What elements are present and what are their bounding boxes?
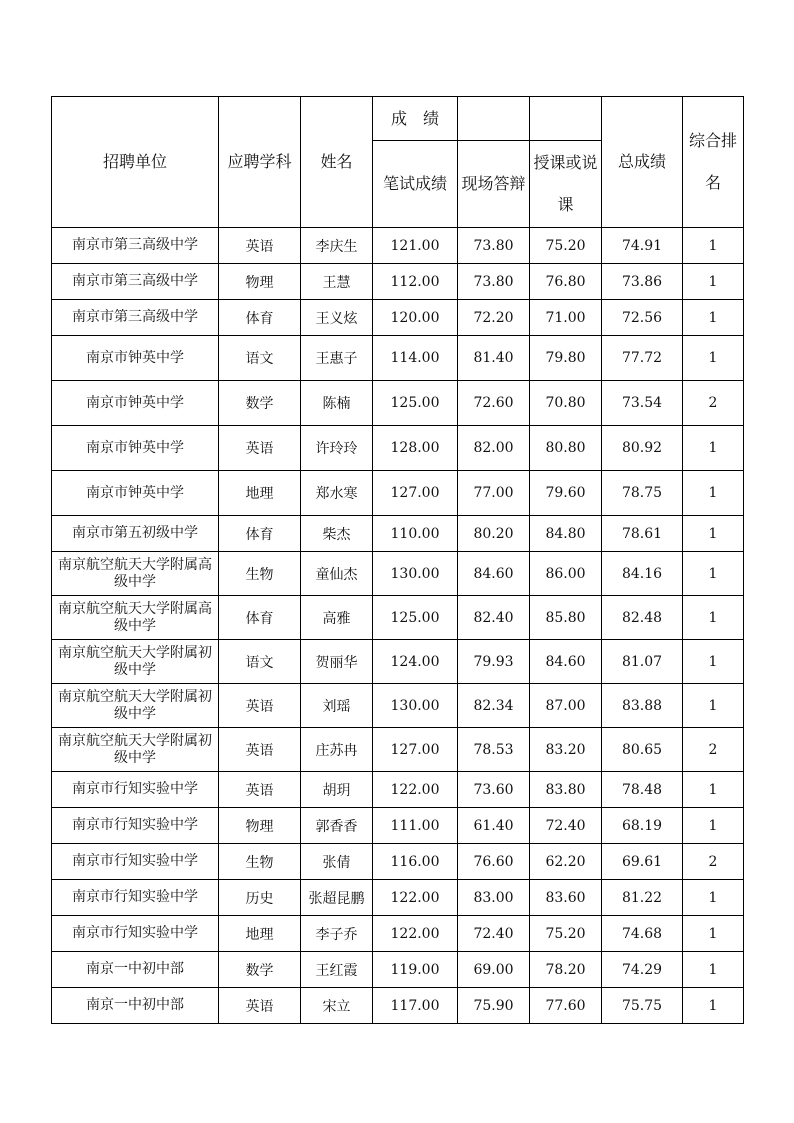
- rank-cell: 1: [683, 426, 744, 471]
- defense-score-cell: 84.60: [458, 552, 530, 596]
- defense-score-cell: 72.40: [458, 916, 530, 952]
- header-written: 笔试成绩: [373, 141, 458, 228]
- written-score-cell: 130.00: [373, 552, 458, 596]
- rank-cell: 1: [683, 471, 744, 516]
- subject-cell: 英语: [219, 728, 301, 772]
- unit-cell: 南京航空航天大学附属初级中学: [52, 640, 219, 684]
- name-cell: 贺丽华: [301, 640, 373, 684]
- total-score-cell: 72.56: [602, 300, 683, 336]
- name-cell: 李庆生: [301, 228, 373, 264]
- unit-cell: 南京航空航天大学附属高级中学: [52, 552, 219, 596]
- subject-cell: 英语: [219, 228, 301, 264]
- unit-cell: 南京市钟英中学: [52, 336, 219, 381]
- defense-score-cell: 78.53: [458, 728, 530, 772]
- subject-cell: 数学: [219, 381, 301, 426]
- defense-score-cell: 69.00: [458, 952, 530, 988]
- subject-cell: 体育: [219, 516, 301, 552]
- rank-cell: 1: [683, 264, 744, 300]
- unit-cell: 南京市第三高级中学: [52, 228, 219, 264]
- table-row: [52, 952, 744, 988]
- header-score-group: 成 绩: [373, 97, 458, 141]
- defense-score-cell: 72.60: [458, 381, 530, 426]
- name-cell: 许玲玲: [301, 426, 373, 471]
- subject-cell: 物理: [219, 264, 301, 300]
- unit-cell: 南京航空航天大学附属初级中学: [52, 684, 219, 728]
- total-score-cell: 82.48: [602, 596, 683, 640]
- subject-cell: 生物: [219, 552, 301, 596]
- total-score-cell: 69.61: [602, 844, 683, 880]
- total-score-cell: 68.19: [602, 808, 683, 844]
- lecture-score-cell: 79.60: [530, 471, 602, 516]
- total-score-cell: 83.88: [602, 684, 683, 728]
- subject-cell: 语文: [219, 336, 301, 381]
- subject-cell: 数学: [219, 952, 301, 988]
- header-unit: 招聘单位: [52, 97, 219, 228]
- written-score-cell: 122.00: [373, 880, 458, 916]
- rank-cell: 1: [683, 516, 744, 552]
- rank-cell: 1: [683, 336, 744, 381]
- defense-score-cell: 79.93: [458, 640, 530, 684]
- unit-cell: 南京市行知实验中学: [52, 808, 219, 844]
- rank-cell: 1: [683, 596, 744, 640]
- table-row: [52, 228, 744, 264]
- rank-cell: 1: [683, 880, 744, 916]
- total-score-cell: 74.68: [602, 916, 683, 952]
- header-defense-blank: [458, 97, 530, 141]
- total-score-cell: 78.75: [602, 471, 683, 516]
- table-row: [52, 596, 744, 640]
- written-score-cell: 120.00: [373, 300, 458, 336]
- header-defense: 现场答辩: [458, 141, 530, 228]
- defense-score-cell: 82.34: [458, 684, 530, 728]
- written-score-cell: 125.00: [373, 596, 458, 640]
- lecture-score-cell: 84.80: [530, 516, 602, 552]
- total-score-cell: 81.22: [602, 880, 683, 916]
- name-cell: 刘瑶: [301, 684, 373, 728]
- unit-cell: 南京市行知实验中学: [52, 916, 219, 952]
- table-row: [52, 988, 744, 1024]
- header-rank: 综合排名: [683, 97, 744, 228]
- total-score-cell: 74.29: [602, 952, 683, 988]
- table-row: [52, 880, 744, 916]
- written-score-cell: 114.00: [373, 336, 458, 381]
- unit-cell: 南京一中初中部: [52, 988, 219, 1024]
- header-lecture: 授课或说课: [530, 141, 602, 228]
- name-cell: 李子乔: [301, 916, 373, 952]
- name-cell: 王义炫: [301, 300, 373, 336]
- defense-score-cell: 77.00: [458, 471, 530, 516]
- written-score-cell: 117.00: [373, 988, 458, 1024]
- subject-cell: 英语: [219, 772, 301, 808]
- unit-cell: 南京市第五初级中学: [52, 516, 219, 552]
- defense-score-cell: 72.20: [458, 300, 530, 336]
- name-cell: 高雅: [301, 596, 373, 640]
- unit-cell: 南京一中初中部: [52, 952, 219, 988]
- total-score-cell: 80.92: [602, 426, 683, 471]
- lecture-score-cell: 79.80: [530, 336, 602, 381]
- total-score-cell: 77.72: [602, 336, 683, 381]
- written-score-cell: 127.00: [373, 471, 458, 516]
- lecture-score-cell: 83.80: [530, 772, 602, 808]
- unit-cell: 南京市行知实验中学: [52, 772, 219, 808]
- name-cell: 郭香香: [301, 808, 373, 844]
- lecture-score-cell: 85.80: [530, 596, 602, 640]
- unit-cell: 南京市钟英中学: [52, 426, 219, 471]
- table-row: [52, 264, 744, 300]
- table-row: [52, 336, 744, 381]
- table-row: [52, 381, 744, 426]
- lecture-score-cell: 78.20: [530, 952, 602, 988]
- written-score-cell: 121.00: [373, 228, 458, 264]
- name-cell: 张超昆鹏: [301, 880, 373, 916]
- rank-cell: 1: [683, 952, 744, 988]
- name-cell: 王慧: [301, 264, 373, 300]
- table-row: [52, 471, 744, 516]
- name-cell: 张倩: [301, 844, 373, 880]
- name-cell: 王惠子: [301, 336, 373, 381]
- rank-cell: 1: [683, 228, 744, 264]
- lecture-score-cell: 86.00: [530, 552, 602, 596]
- defense-score-cell: 82.40: [458, 596, 530, 640]
- table-row: [52, 300, 744, 336]
- defense-score-cell: 82.00: [458, 426, 530, 471]
- table-row: [52, 772, 744, 808]
- written-score-cell: 112.00: [373, 264, 458, 300]
- rank-cell: 1: [683, 684, 744, 728]
- written-score-cell: 122.00: [373, 916, 458, 952]
- subject-cell: 地理: [219, 916, 301, 952]
- unit-cell: 南京市第三高级中学: [52, 300, 219, 336]
- written-score-cell: 125.00: [373, 381, 458, 426]
- unit-cell: 南京市钟英中学: [52, 381, 219, 426]
- table-row: [52, 916, 744, 952]
- subject-cell: 生物: [219, 844, 301, 880]
- table-row: [52, 640, 744, 684]
- rank-cell: 1: [683, 988, 744, 1024]
- header-total: 总成绩: [602, 97, 683, 228]
- name-cell: 宋立: [301, 988, 373, 1024]
- lecture-score-cell: 80.80: [530, 426, 602, 471]
- written-score-cell: 122.00: [373, 772, 458, 808]
- total-score-cell: 74.91: [602, 228, 683, 264]
- unit-cell: 南京市行知实验中学: [52, 880, 219, 916]
- lecture-score-cell: 84.60: [530, 640, 602, 684]
- defense-score-cell: 61.40: [458, 808, 530, 844]
- rank-cell: 1: [683, 772, 744, 808]
- subject-cell: 地理: [219, 471, 301, 516]
- table-row: [52, 516, 744, 552]
- defense-score-cell: 83.00: [458, 880, 530, 916]
- lecture-score-cell: 83.60: [530, 880, 602, 916]
- subject-cell: 历史: [219, 880, 301, 916]
- lecture-score-cell: 76.80: [530, 264, 602, 300]
- lecture-score-cell: 75.20: [530, 916, 602, 952]
- defense-score-cell: 73.80: [458, 228, 530, 264]
- unit-cell: 南京市行知实验中学: [52, 844, 219, 880]
- rank-cell: 1: [683, 808, 744, 844]
- written-score-cell: 111.00: [373, 808, 458, 844]
- subject-cell: 物理: [219, 808, 301, 844]
- lecture-score-cell: 70.80: [530, 381, 602, 426]
- subject-cell: 英语: [219, 426, 301, 471]
- lecture-score-cell: 62.20: [530, 844, 602, 880]
- rank-cell: 2: [683, 728, 744, 772]
- total-score-cell: 84.16: [602, 552, 683, 596]
- name-cell: 庄苏冉: [301, 728, 373, 772]
- written-score-cell: 130.00: [373, 684, 458, 728]
- unit-cell: 南京市钟英中学: [52, 471, 219, 516]
- total-score-cell: 75.75: [602, 988, 683, 1024]
- defense-score-cell: 73.60: [458, 772, 530, 808]
- name-cell: 胡玥: [301, 772, 373, 808]
- name-cell: 陈楠: [301, 381, 373, 426]
- total-score-cell: 73.86: [602, 264, 683, 300]
- lecture-score-cell: 71.00: [530, 300, 602, 336]
- defense-score-cell: 75.90: [458, 988, 530, 1024]
- total-score-cell: 78.61: [602, 516, 683, 552]
- defense-score-cell: 73.80: [458, 264, 530, 300]
- score-table: [51, 96, 744, 1024]
- written-score-cell: 127.00: [373, 728, 458, 772]
- table-row: [52, 684, 744, 728]
- header-name: 姓名: [301, 97, 373, 228]
- written-score-cell: 124.00: [373, 640, 458, 684]
- rank-cell: 2: [683, 381, 744, 426]
- table-body: [52, 228, 744, 1024]
- lecture-score-cell: 75.20: [530, 228, 602, 264]
- header-lecture-blank: [530, 97, 602, 141]
- table-row: [52, 844, 744, 880]
- name-cell: 柴杰: [301, 516, 373, 552]
- lecture-score-cell: 83.20: [530, 728, 602, 772]
- total-score-cell: 80.65: [602, 728, 683, 772]
- header-subject: 应聘学科: [219, 97, 301, 228]
- table-row: [52, 426, 744, 471]
- subject-cell: 英语: [219, 988, 301, 1024]
- rank-cell: 2: [683, 844, 744, 880]
- lecture-score-cell: 77.60: [530, 988, 602, 1024]
- lecture-score-cell: 87.00: [530, 684, 602, 728]
- written-score-cell: 119.00: [373, 952, 458, 988]
- rank-cell: 1: [683, 300, 744, 336]
- total-score-cell: 78.48: [602, 772, 683, 808]
- rank-cell: 1: [683, 552, 744, 596]
- subject-cell: 英语: [219, 684, 301, 728]
- total-score-cell: 73.54: [602, 381, 683, 426]
- table-row: [52, 728, 744, 772]
- name-cell: 郑水寒: [301, 471, 373, 516]
- written-score-cell: 116.00: [373, 844, 458, 880]
- table-row: [52, 808, 744, 844]
- unit-cell: 南京航空航天大学附属高级中学: [52, 596, 219, 640]
- total-score-cell: 81.07: [602, 640, 683, 684]
- defense-score-cell: 81.40: [458, 336, 530, 381]
- subject-cell: 语文: [219, 640, 301, 684]
- unit-cell: 南京航空航天大学附属初级中学: [52, 728, 219, 772]
- written-score-cell: 128.00: [373, 426, 458, 471]
- subject-cell: 体育: [219, 300, 301, 336]
- rank-cell: 1: [683, 916, 744, 952]
- defense-score-cell: 80.20: [458, 516, 530, 552]
- table-row: [52, 552, 744, 596]
- rank-cell: 1: [683, 640, 744, 684]
- written-score-cell: 110.00: [373, 516, 458, 552]
- name-cell: 王红霞: [301, 952, 373, 988]
- unit-cell: 南京市第三高级中学: [52, 264, 219, 300]
- subject-cell: 体育: [219, 596, 301, 640]
- lecture-score-cell: 72.40: [530, 808, 602, 844]
- name-cell: 童仙杰: [301, 552, 373, 596]
- defense-score-cell: 76.60: [458, 844, 530, 880]
